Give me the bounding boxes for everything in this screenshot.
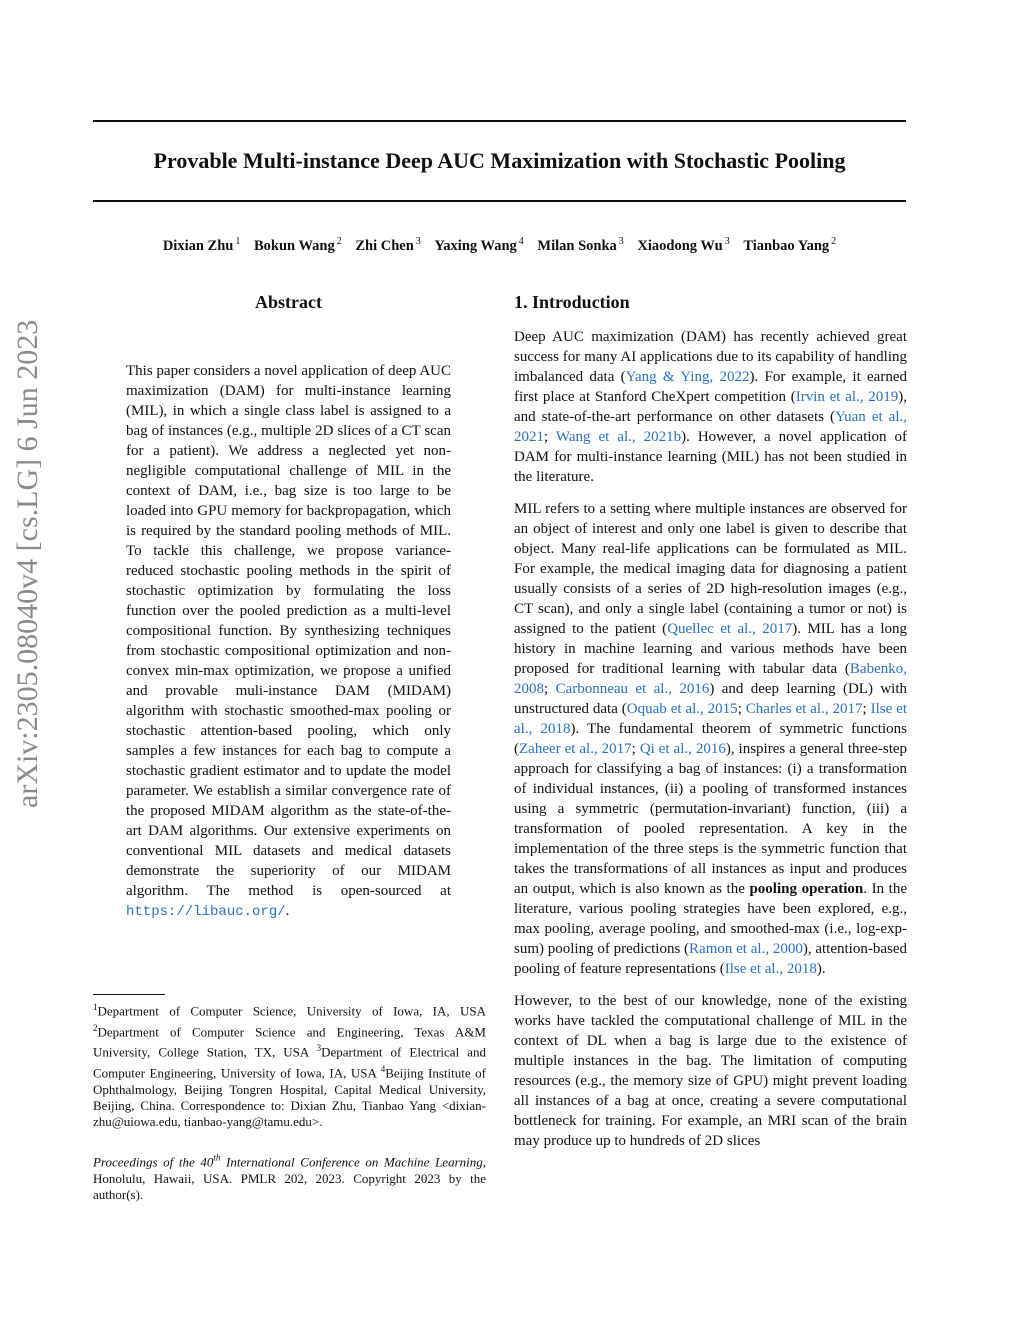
introduction-body (514, 327, 907, 1163)
abstract-text: This paper considers a novel application of deep AUC maximization (DAM) for multi-instance learning (MIL), in which a single class label is assigned to a bag of instances (e.g., multiple 2D slices of a CT scan for a patient). We address a neglected yet non-negligible computational challenge of MIL in the context of DAM, i.e., bag size is too large to be loaded into GPU memory for backpropagation, which is required by the standard pooling methods of MIL. To tackle this challenge, we propose variance-reduced stochastic pooling methods in the spirit of stochastic optimization by formulating the loss function over the pooled prediction as a multi-level compositional function. By synthesizing techniques from stochastic compositional optimization and non-convex min-max optimization, we propose a unified and provable muli-instance DAM (MIDAM) algorithm with stochastic smoothed-max pooling or stochastic attention-based pooling, which only samples a few instances for each bag to compute a stochastic gradient estimator and to update the model parameter. We establish a similar convergence rate of the proposed MIDAM algorithm as the state-of-the-art DAM algorithms. Our extensive experiments on conventional MIL datasets and medical datasets demonstrate the superiority of our MIDAM algorithm. The method is open-sourced at (126, 363, 451, 899)
citation-link[interactable]: Quellec et al., 2017 (667, 621, 793, 637)
intro-paragraph-3: However, to the best of our knowledge, none of the existing works have tackled the computational challenge of MIL in the context of DL when a bag is large due to the existence of multiple instances in the bag. The limitation of computing resources (e.g., the memory size of GPU) might prevent loading all instances of a bag at once, creating a severe computational bottleneck for training. For example, an MRI scan of the brain may produce up to hundreds of 2D slices (514, 993, 907, 1149)
libauc-link[interactable]: https://libauc.org/ (126, 904, 286, 920)
author: Bokun Wang $^2$ (253, 236, 342, 254)
introduction-heading: 1. Introduction (514, 292, 630, 312)
citation-link[interactable]: Charles et al., 2017 (745, 701, 863, 717)
author: Xiaodong Wu $^3$ (637, 236, 730, 254)
citation-link[interactable]: Ilse et al., 2018 (724, 961, 817, 977)
citation-link[interactable]: Oquab et al., 2015 (626, 701, 738, 717)
citation-link[interactable]: Zaheer et al., 2017 (519, 741, 632, 757)
proceedings-note: Proceedings of the 40th International Conference on Machine Learning, Honolulu, Hawaii, USA. PMLR 202, 2023. Copyright 2023 by the author(s). (93, 1153, 486, 1202)
author: Tianbao Yang $^2$ (743, 236, 837, 254)
paper-title: Provable Multi-instance Deep AUC Maximization with Stochastic Pooling (153, 148, 846, 173)
affiliations-footnote: $^1$Department of Computer Science, University of Iowa, IA, USA $^2$Department of Computer Science and Engineering, Texas A&M University, College Station, TX, USA $^3$Department of Electrical and Computer Engineering, University of Iowa, IA, USA $^4$Beijing Institute of Ophthalmology, Beijing Tongren Hospital, Capital Medical University, Beijing, China. Correspondence to: Dixian Zhu, Tianbao Yang <dixian-zhu@uiowa.edu, tianbao-yang@tamu.edu>. (93, 1002, 486, 1130)
citation-link[interactable]: Yang & Ying, 2022 (625, 369, 750, 385)
intro-paragraph-1: Deep AUC maximization (DAM) has recently achieved great success for many AI applications due to its capability of handling imbalanced data (Yang & Ying, 2022). For example, it earned first place at Stanford CheXpert competition (Irvin et al., 2019), and state-of-the-art performance on other datasets (Yuan et al., 2021; Wang et al., 2021b). However, a novel application of DAM for multi-instance learning (MIL) has not been studied in the literature. (514, 329, 908, 485)
citation-link[interactable]: Babenko, 2008 (514, 661, 907, 697)
author: Yaxing Wang $^4$ (434, 236, 524, 254)
citation-link[interactable]: Wang et al., 2021b (555, 429, 682, 445)
top-rule (93, 120, 906, 122)
author: Milan Sonka $^3$ (537, 236, 624, 254)
author: Dixian Zhu $^1$ (162, 236, 241, 254)
arxiv-stamp: arXiv:2305.08040v4 [cs.LG] 6 Jun 2023 (11, 319, 44, 808)
author: Zhi Chen $^3$ (355, 236, 421, 254)
pooling-operation-term: pooling operation (749, 881, 864, 897)
citation-link[interactable]: Ilse et al., 2018 (514, 701, 908, 737)
footnote-rule (93, 994, 165, 995)
citation-link[interactable]: Carbonneau et al., 2016 (555, 681, 710, 697)
abstract-body: This paper considers a novel application of deep AUC maximization (DAM) for multi-instance learning (MIL), in which a single class label is assigned to a bag of instances (e.g., multiple 2D slices of a CT scan for a patient). We address a neglected yet non-negligible computational challenge of MIL in the context of DAM, i.e., bag size is too large to be loaded into GPU memory for backpropagation, which is required by the standard pooling methods of MIL. To tackle this challenge, we propose variance-reduced stochastic pooling methods in the spirit of stochastic optimization by formulating the loss function over the pooled prediction as a multi-level compositional function. By synthesizing techniques from stochastic compositional optimization and non-convex min-max optimization, we propose a unified and provable muli-instance DAM (MIDAM) algorithm with stochastic smoothed-max pooling or stochastic attention-based pooling, which only samples a few instances for each bag to compute a stochastic gradient estimator and to update the model parameter. We establish a similar convergence rate of the proposed MIDAM algorithm as the state-of-the-art DAM algorithms. Our extensive experiments on conventional MIL datasets and medical datasets demonstrate the superiority of our MIDAM algorithm. The method is open-sourced at https://libauc.org/. (126, 363, 451, 920)
abstract-heading: Abstract (255, 292, 322, 312)
title-bottom-rule (93, 200, 906, 202)
citation-link[interactable]: Qi et al., 2016 (639, 741, 726, 757)
author-list (93, 236, 906, 255)
citation-link[interactable]: Yuan et al., 2021 (514, 409, 908, 445)
citation-link[interactable]: Irvin et al., 2019 (795, 389, 899, 405)
intro-paragraph-2: MIL refers to a setting where multiple instances are observed for an object of interest and only one label is given to describe that object. Many real-life applications can be formulated as MIL. For example, the medical imaging data for diagnosing a patient usually consists of a series of 2D high-resolution images (e.g., CT scan), and only a single label (containing a tumor or not) is assigned to the patient (Quellec et al., 2017). MIL has a long history in machine learning and various methods have been proposed for traditional learning with tabular data (Babenko, 2008; Carbonneau et al., 2016) and deep learning (DL) with unstructured data (Oquab et al., 2015; Charles et al., 2017; Ilse et al., 2018). The fundamental theorem of symmetric functions (Zaheer et al., 2017; Qi et al., 2016), inspires a general three-step approach for classifying a bag of instances: (i) a transformation of individual instances, (ii) a pooling of transformed instances using a symmetric (permutation-invariant) function, (iii) a transformation of pooled representation. A key in the implementation of the three steps is the symmetric function that takes the transformations of all instances as input and produces an output, which is also known as the pooling operation. In the literature, various pooling strategies have been explored, e.g., max pooling, average pooling, and smoothed-max (i.e., log-exp-sum) pooling of predictions (Ramon et al., 2000), attention-based pooling of feature representations (Ilse et al., 2018). (514, 501, 908, 977)
citation-link[interactable]: Ramon et al., 2000 (689, 941, 803, 957)
